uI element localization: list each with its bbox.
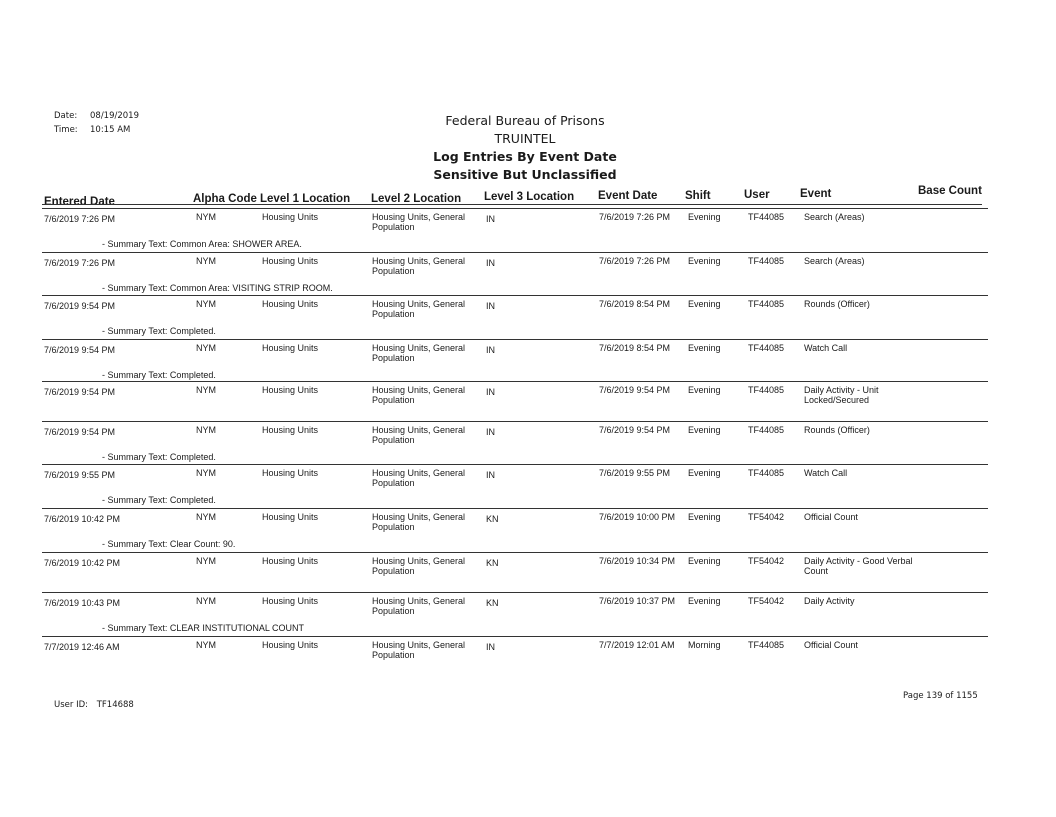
cell-event: Daily Activity - Unit Locked/Secured <box>804 385 879 405</box>
cell-alpha-code: NYM <box>196 385 216 395</box>
cell-entered-date: 7/6/2019 9:55 PM <box>44 470 116 480</box>
cell-user: TF44085 <box>748 212 785 222</box>
cell-event: Search (Areas) <box>804 212 865 222</box>
report-time <box>54 125 130 135</box>
cell-level2: Housing Units, General Population <box>372 343 466 363</box>
col-header-event: Event <box>800 188 832 200</box>
cell-shift: Evening <box>688 343 721 353</box>
cell-entered-date: 7/6/2019 10:42 PM <box>44 514 121 524</box>
cell-user: TF44085 <box>748 640 785 650</box>
cell-level2: Housing Units, General Population <box>372 556 466 576</box>
header-divider <box>42 204 982 205</box>
cell-level2: Housing Units, General Population <box>372 468 466 488</box>
cell-alpha-code: NYM <box>196 299 216 309</box>
cell-level2: Housing Units, General Population <box>372 640 466 660</box>
cell-event-date: 7/6/2019 7:26 PM <box>599 256 671 266</box>
cell-entered-date: 7/6/2019 9:54 PM <box>44 387 116 397</box>
summary-text: - Summary Text: CLEAR INSTITUTIONAL COUNT <box>102 623 305 633</box>
cell-level2: Housing Units, General Population <box>372 212 466 232</box>
cell-level1: Housing Units <box>262 640 319 650</box>
cell-shift: Evening <box>688 425 721 435</box>
col-header-level1: Level 1 Location <box>260 193 351 205</box>
report-date <box>54 111 139 121</box>
cell-level1: Housing Units <box>262 299 319 309</box>
cell-level1: Housing Units <box>262 425 319 435</box>
col-header-shift: Shift <box>685 190 711 202</box>
report-time-value: 10:15 AM <box>90 125 131 135</box>
footer-user-value: TF14688 <box>96 700 134 710</box>
cell-shift: Morning <box>688 640 721 650</box>
report-title <box>380 112 670 184</box>
cell-event: Watch Call <box>804 468 848 478</box>
col-header-event-date: Event Date <box>598 190 658 202</box>
cell-entered-date: 7/6/2019 9:54 PM <box>44 301 116 311</box>
cell-level3: KN <box>486 514 499 524</box>
summary-text: - Summary Text: Completed. <box>102 326 216 336</box>
row-divider <box>42 339 988 340</box>
report-date-value: 08/19/2019 <box>90 111 139 121</box>
report-time-label: Time: <box>54 125 78 135</box>
summary-text: - Summary Text: Completed. <box>102 370 216 380</box>
cell-event-date: 7/6/2019 10:00 PM <box>599 512 676 522</box>
cell-event-date: 7/7/2019 12:01 AM <box>599 640 675 650</box>
cell-user: TF44085 <box>748 425 785 435</box>
cell-level1: Housing Units <box>262 596 319 606</box>
system-name: TRUINTEL <box>494 131 556 146</box>
cell-alpha-code: NYM <box>196 556 216 566</box>
footer-user-id <box>54 700 134 710</box>
cell-event-date: 7/6/2019 10:37 PM <box>599 596 676 606</box>
cell-level2: Housing Units, General Population <box>372 256 466 276</box>
summary-text: - Summary Text: Clear Count: 90. <box>102 539 236 549</box>
cell-event-date: 7/6/2019 9:54 PM <box>599 425 671 435</box>
row-divider <box>42 636 988 637</box>
cell-user: TF54042 <box>748 512 785 522</box>
cell-level3: IN <box>486 470 495 480</box>
cell-level1: Housing Units <box>262 556 319 566</box>
cell-level1: Housing Units <box>262 256 319 266</box>
cell-alpha-code: NYM <box>196 512 216 522</box>
row-divider <box>42 421 988 422</box>
footer-user-label: User ID: <box>54 700 88 710</box>
cell-event-date: 7/6/2019 9:54 PM <box>599 385 671 395</box>
cell-user: TF54042 <box>748 556 785 566</box>
cell-event-date: 7/6/2019 7:26 PM <box>599 212 671 222</box>
cell-shift: Evening <box>688 256 721 266</box>
cell-level3: IN <box>486 345 495 355</box>
cell-level2: Housing Units, General Population <box>372 425 466 445</box>
cell-user: TF44085 <box>748 299 785 309</box>
cell-level1: Housing Units <box>262 212 319 222</box>
cell-level1: Housing Units <box>262 343 319 353</box>
row-divider <box>42 552 988 553</box>
cell-event: Daily Activity - Good Verbal Count <box>804 556 913 576</box>
cell-alpha-code: NYM <box>196 468 216 478</box>
cell-entered-date: 7/6/2019 9:54 PM <box>44 345 116 355</box>
cell-user: TF54042 <box>748 596 785 606</box>
cell-level3: IN <box>486 387 495 397</box>
cell-shift: Evening <box>688 512 721 522</box>
cell-event-date: 7/6/2019 9:55 PM <box>599 468 671 478</box>
report-name: Log Entries By Event Date <box>433 149 617 164</box>
col-header-base-count: Base Count <box>918 185 982 197</box>
summary-text: - Summary Text: Completed. <box>102 495 216 505</box>
cell-level2: Housing Units, General Population <box>372 512 466 532</box>
cell-event: Search (Areas) <box>804 256 865 266</box>
cell-shift: Evening <box>688 596 721 606</box>
row-divider <box>42 208 988 209</box>
summary-text: - Summary Text: Common Area: SHOWER AREA. <box>102 239 302 249</box>
row-divider <box>42 252 988 253</box>
col-header-entered-date: Entered Date <box>44 196 115 208</box>
row-divider <box>42 508 988 509</box>
cell-level3: IN <box>486 642 495 652</box>
cell-shift: Evening <box>688 212 721 222</box>
cell-entered-date: 7/6/2019 7:26 PM <box>44 258 116 268</box>
col-header-user: User <box>744 189 770 201</box>
cell-event-date: 7/6/2019 8:54 PM <box>599 343 671 353</box>
cell-event: Rounds (Officer) <box>804 425 870 435</box>
classification: Sensitive But Unclassified <box>433 167 617 182</box>
cell-event: Daily Activity <box>804 596 855 606</box>
summary-text: - Summary Text: Common Area: VISITING STRIP ROOM. <box>102 283 333 293</box>
cell-alpha-code: NYM <box>196 256 216 266</box>
row-divider <box>42 592 988 593</box>
cell-level1: Housing Units <box>262 385 319 395</box>
cell-alpha-code: NYM <box>196 425 216 435</box>
report-date-label: Date: <box>54 111 78 121</box>
cell-entered-date: 7/6/2019 10:43 PM <box>44 598 121 608</box>
cell-level3: KN <box>486 558 499 568</box>
cell-alpha-code: NYM <box>196 596 216 606</box>
cell-alpha-code: NYM <box>196 640 216 650</box>
cell-level1: Housing Units <box>262 512 319 522</box>
cell-level3: IN <box>486 214 495 224</box>
cell-user: TF44085 <box>748 343 785 353</box>
cell-event: Watch Call <box>804 343 848 353</box>
cell-shift: Evening <box>688 556 721 566</box>
cell-level2: Housing Units, General Population <box>372 299 466 319</box>
page-number: Page 139 of 1155 <box>903 691 978 701</box>
col-header-alpha-code: Alpha Code <box>193 193 257 205</box>
cell-level2: Housing Units, General Population <box>372 385 466 405</box>
cell-level3: IN <box>486 301 495 311</box>
cell-event-date: 7/6/2019 10:34 PM <box>599 556 676 566</box>
cell-user: TF44085 <box>748 385 785 395</box>
row-divider <box>42 381 988 382</box>
cell-event-date: 7/6/2019 8:54 PM <box>599 299 671 309</box>
agency-name: Federal Bureau of Prisons <box>445 113 605 128</box>
row-divider <box>42 464 988 465</box>
cell-entered-date: 7/7/2019 12:46 AM <box>44 642 120 652</box>
cell-alpha-code: NYM <box>196 212 216 222</box>
cell-entered-date: 7/6/2019 7:26 PM <box>44 214 116 224</box>
summary-text: - Summary Text: Completed. <box>102 452 216 462</box>
cell-event: Official Count <box>804 512 858 522</box>
cell-level2: Housing Units, General Population <box>372 596 466 616</box>
cell-level1: Housing Units <box>262 468 319 478</box>
cell-alpha-code: NYM <box>196 343 216 353</box>
cell-level3: IN <box>486 258 495 268</box>
cell-user: TF44085 <box>748 468 785 478</box>
cell-level3: KN <box>486 598 499 608</box>
cell-level3: IN <box>486 427 495 437</box>
cell-shift: Evening <box>688 299 721 309</box>
cell-user: TF44085 <box>748 256 785 266</box>
cell-event: Rounds (Officer) <box>804 299 870 309</box>
cell-entered-date: 7/6/2019 10:42 PM <box>44 558 121 568</box>
cell-entered-date: 7/6/2019 9:54 PM <box>44 427 116 437</box>
cell-shift: Evening <box>688 385 721 395</box>
cell-event: Official Count <box>804 640 858 650</box>
cell-shift: Evening <box>688 468 721 478</box>
row-divider <box>42 295 988 296</box>
col-header-level2: Level 2 Location <box>371 193 462 205</box>
col-header-level3: Level 3 Location <box>484 191 575 203</box>
